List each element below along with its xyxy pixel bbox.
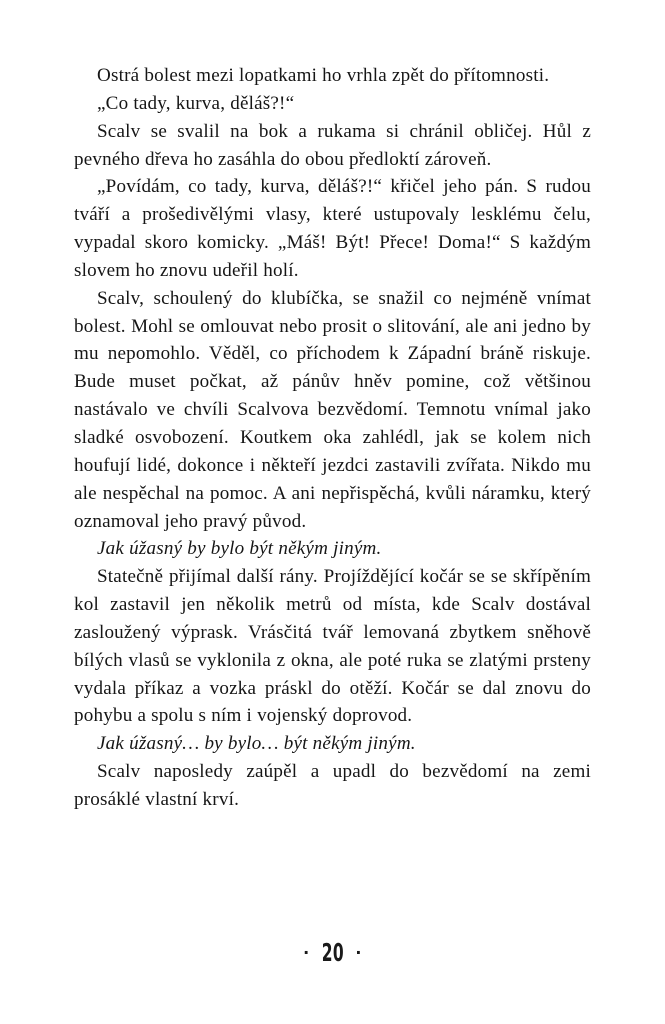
body-text-block	[74, 62, 591, 814]
paragraph: Statečně přijímal další rány. Projíždějící kočár se se skřípěním kol zastavil jen několik metrů od místa, kde Scalv dostával zasloužený výprask. Vrásčitá tvář lemovaná zbytkem sněhově bílých vlasů se vyklonila z okna, ale poté ruka se zlatými prsteny vydala příkaz a vozka práskl do otěží. Kočár se dal znovu do pohybu a spolu s ním i vojenský doprovod.	[74, 566, 591, 727]
folio-number: 20	[321, 938, 344, 967]
folio-left-dot: ·	[303, 943, 310, 963]
paragraph: Scalv se svalil na bok a rukama si chránil obličej. Hůl z pevného dřeva ho zasáhla do obou předloktí zároveň.	[74, 120, 591, 170]
paragraph: „Co tady, kurva, děláš?!“	[97, 92, 295, 114]
paragraph: Scalv naposledy zaúpěl a upadl do bezvědomí na zemi prosáklé vlastní krví.	[74, 761, 591, 810]
paragraph: „Povídám, co tady, kurva, děláš?!“ křičel jeho pán. S rudou tváří a prošedivělými vlasy, které ustupovaly lesklému čelu, vypadal skoro komicky. „Máš! Být! Přece! Doma!“ S každým slovem ho znovu udeřil holí.	[74, 176, 591, 281]
paragraph: Scalv, schoulený do klubíčka, se snažil co nejméně vnímat bolest. Mohl se omlouvat nebo prosit o slitování, ale ani jedno by mu nepomohlo. Věděl, co příchodem k Západní bráně riskuje. Bude muset počkat, až pánův hněv pomine, což většinou nastávalo ve chvíli Scalvova bezvědomí. Temnotu vnímal jako sladké osvobození. Koutkem oka zahlédl, jak se kolem nich houfují lidé, dokonce i někteří jezdci zastavili zvířata. Nikdo mu ale nespěchal na pomoc. A ani nepřispěchá, kvůli náramku, který oznamoval jeho pravý původ.	[74, 287, 591, 532]
paragraph: Ostrá bolest mezi lopatkami ho vrhla zpět do přítomnosti.	[97, 65, 550, 86]
paragraph-italic-inner-monologue: Jak úžasný… by bylo… být někým jiným.	[97, 733, 416, 755]
paragraph-italic-inner-monologue: Jak úžasný by bylo být někým jiným.	[97, 538, 382, 560]
folio-right-dot: ·	[355, 943, 362, 963]
page-number-footer	[0, 940, 665, 965]
